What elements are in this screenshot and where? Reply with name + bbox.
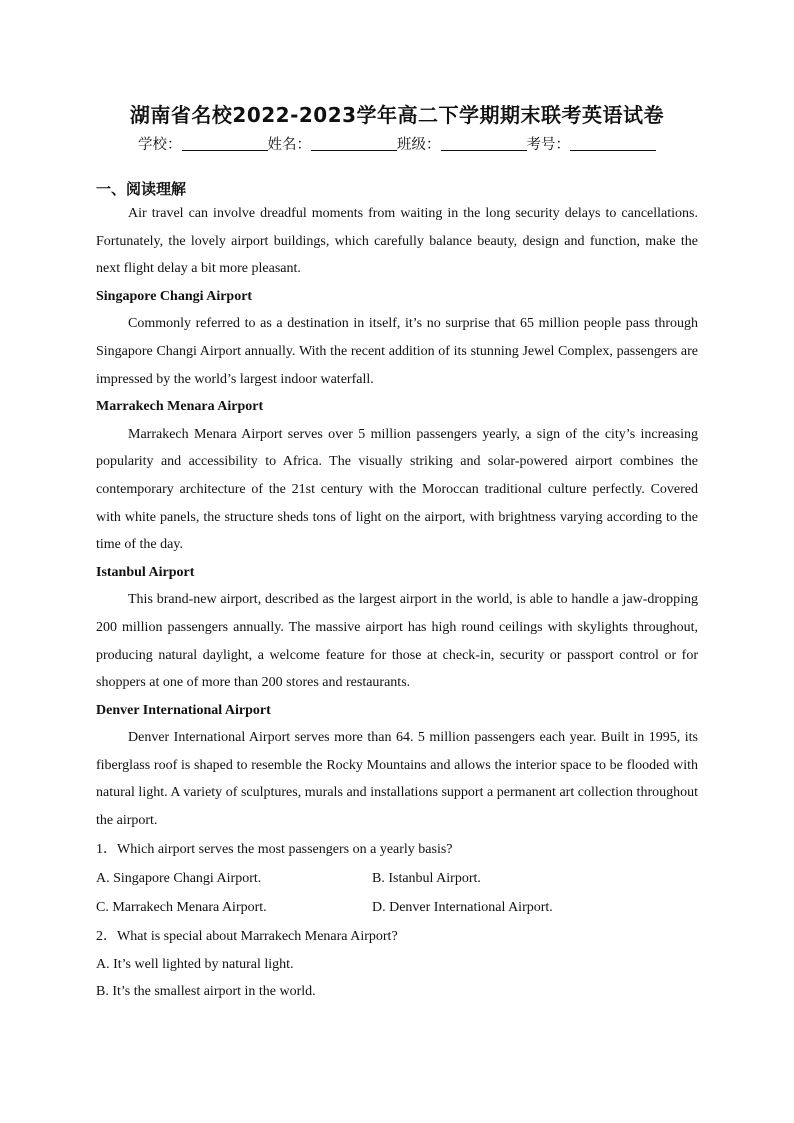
- exam-number-label: 考号：: [526, 137, 570, 153]
- airport-heading: Istanbul Airport: [96, 564, 195, 580]
- question-2: 2．What is special about Marrakech Menara Airport?: [96, 928, 398, 944]
- airport-paragraph: Denver International Airport serves more than 64. 5 million passengers each year. Built in 1995, its fiberglass roof is shaped to resemble the Rocky Mountains and allows the interior space to be flooded with natural light. A variety of sculptures, murals and installations support a permanent art collection throughout the airport.: [96, 730, 698, 829]
- question-1: 1．Which airport serves the most passengers on a yearly basis?: [96, 841, 453, 857]
- airport-paragraph: This brand-new airport, described as the largest airport in the world, is able to handle a jaw-dropping 200 million passengers annually. The massive airport has high round ceilings with skylights throughout, producing natural daylight, a welcome feature for those at check-in, security or passport control or for shoppers at one of more than 200 stores and restaurants.: [96, 592, 698, 691]
- question-1-options-row-1: [96, 864, 698, 893]
- exam-title: 湖南省名校2022-2023学年高二下学期期末联考英语试卷: [129, 103, 665, 127]
- exam-number-blank[interactable]: [570, 136, 656, 151]
- intro-paragraph: Air travel can involve dreadful moments from waiting in the long security delays to cancellations. Fortunately, the lovely airport buildings, which carefully balance beauty, design and function, make the next flight delay a bit more pleasant.: [96, 206, 698, 277]
- name-blank[interactable]: [311, 136, 397, 151]
- airport-heading: Denver International Airport: [96, 702, 271, 718]
- airport-paragraph: Commonly referred to as a destination in itself, it’s no surprise that 65 million people pass through Singapore Changi Airport annually. With the recent addition of its stunning Jewel Complex, passengers are impressed by the world’s largest indoor waterfall.: [96, 316, 698, 387]
- airport-heading: Marrakech Menara Airport: [96, 399, 264, 415]
- option-b: B. It’s the smallest airport in the world.: [96, 983, 316, 999]
- option-a: A. It’s well lighted by natural light.: [96, 956, 294, 972]
- school-blank[interactable]: [182, 136, 268, 151]
- name-label: 姓名：: [267, 137, 311, 153]
- airport-paragraph: Marrakech Menara Airport serves over 5 million passengers yearly, a sign of the city’s increasing popularity and accessibility to Africa. The visually striking and solar-powered airport combines the contemporary architecture of the 21st century with the Moroccan traditional culture perfectly. Covered with white panels, the structure sheds tons of light on the airport, with brightness varying according to the time of the day.: [96, 426, 698, 553]
- section-heading: 一、阅读理解: [96, 180, 187, 198]
- question-1-options-row-2: [96, 893, 698, 922]
- class-blank[interactable]: [441, 136, 527, 151]
- option-a: A. Singapore Changi Airport.: [96, 870, 262, 886]
- airport-heading: Singapore Changi Airport: [96, 288, 253, 304]
- option-c: C. Marrakech Menara Airport.: [96, 899, 267, 915]
- exam-page: [96, 100, 698, 1005]
- student-info-row: [96, 134, 698, 156]
- option-b: B. Istanbul Airport.: [372, 870, 481, 886]
- option-d: D. Denver International Airport.: [372, 899, 553, 915]
- school-label: 学校：: [138, 137, 182, 153]
- class-label: 班级：: [397, 137, 441, 153]
